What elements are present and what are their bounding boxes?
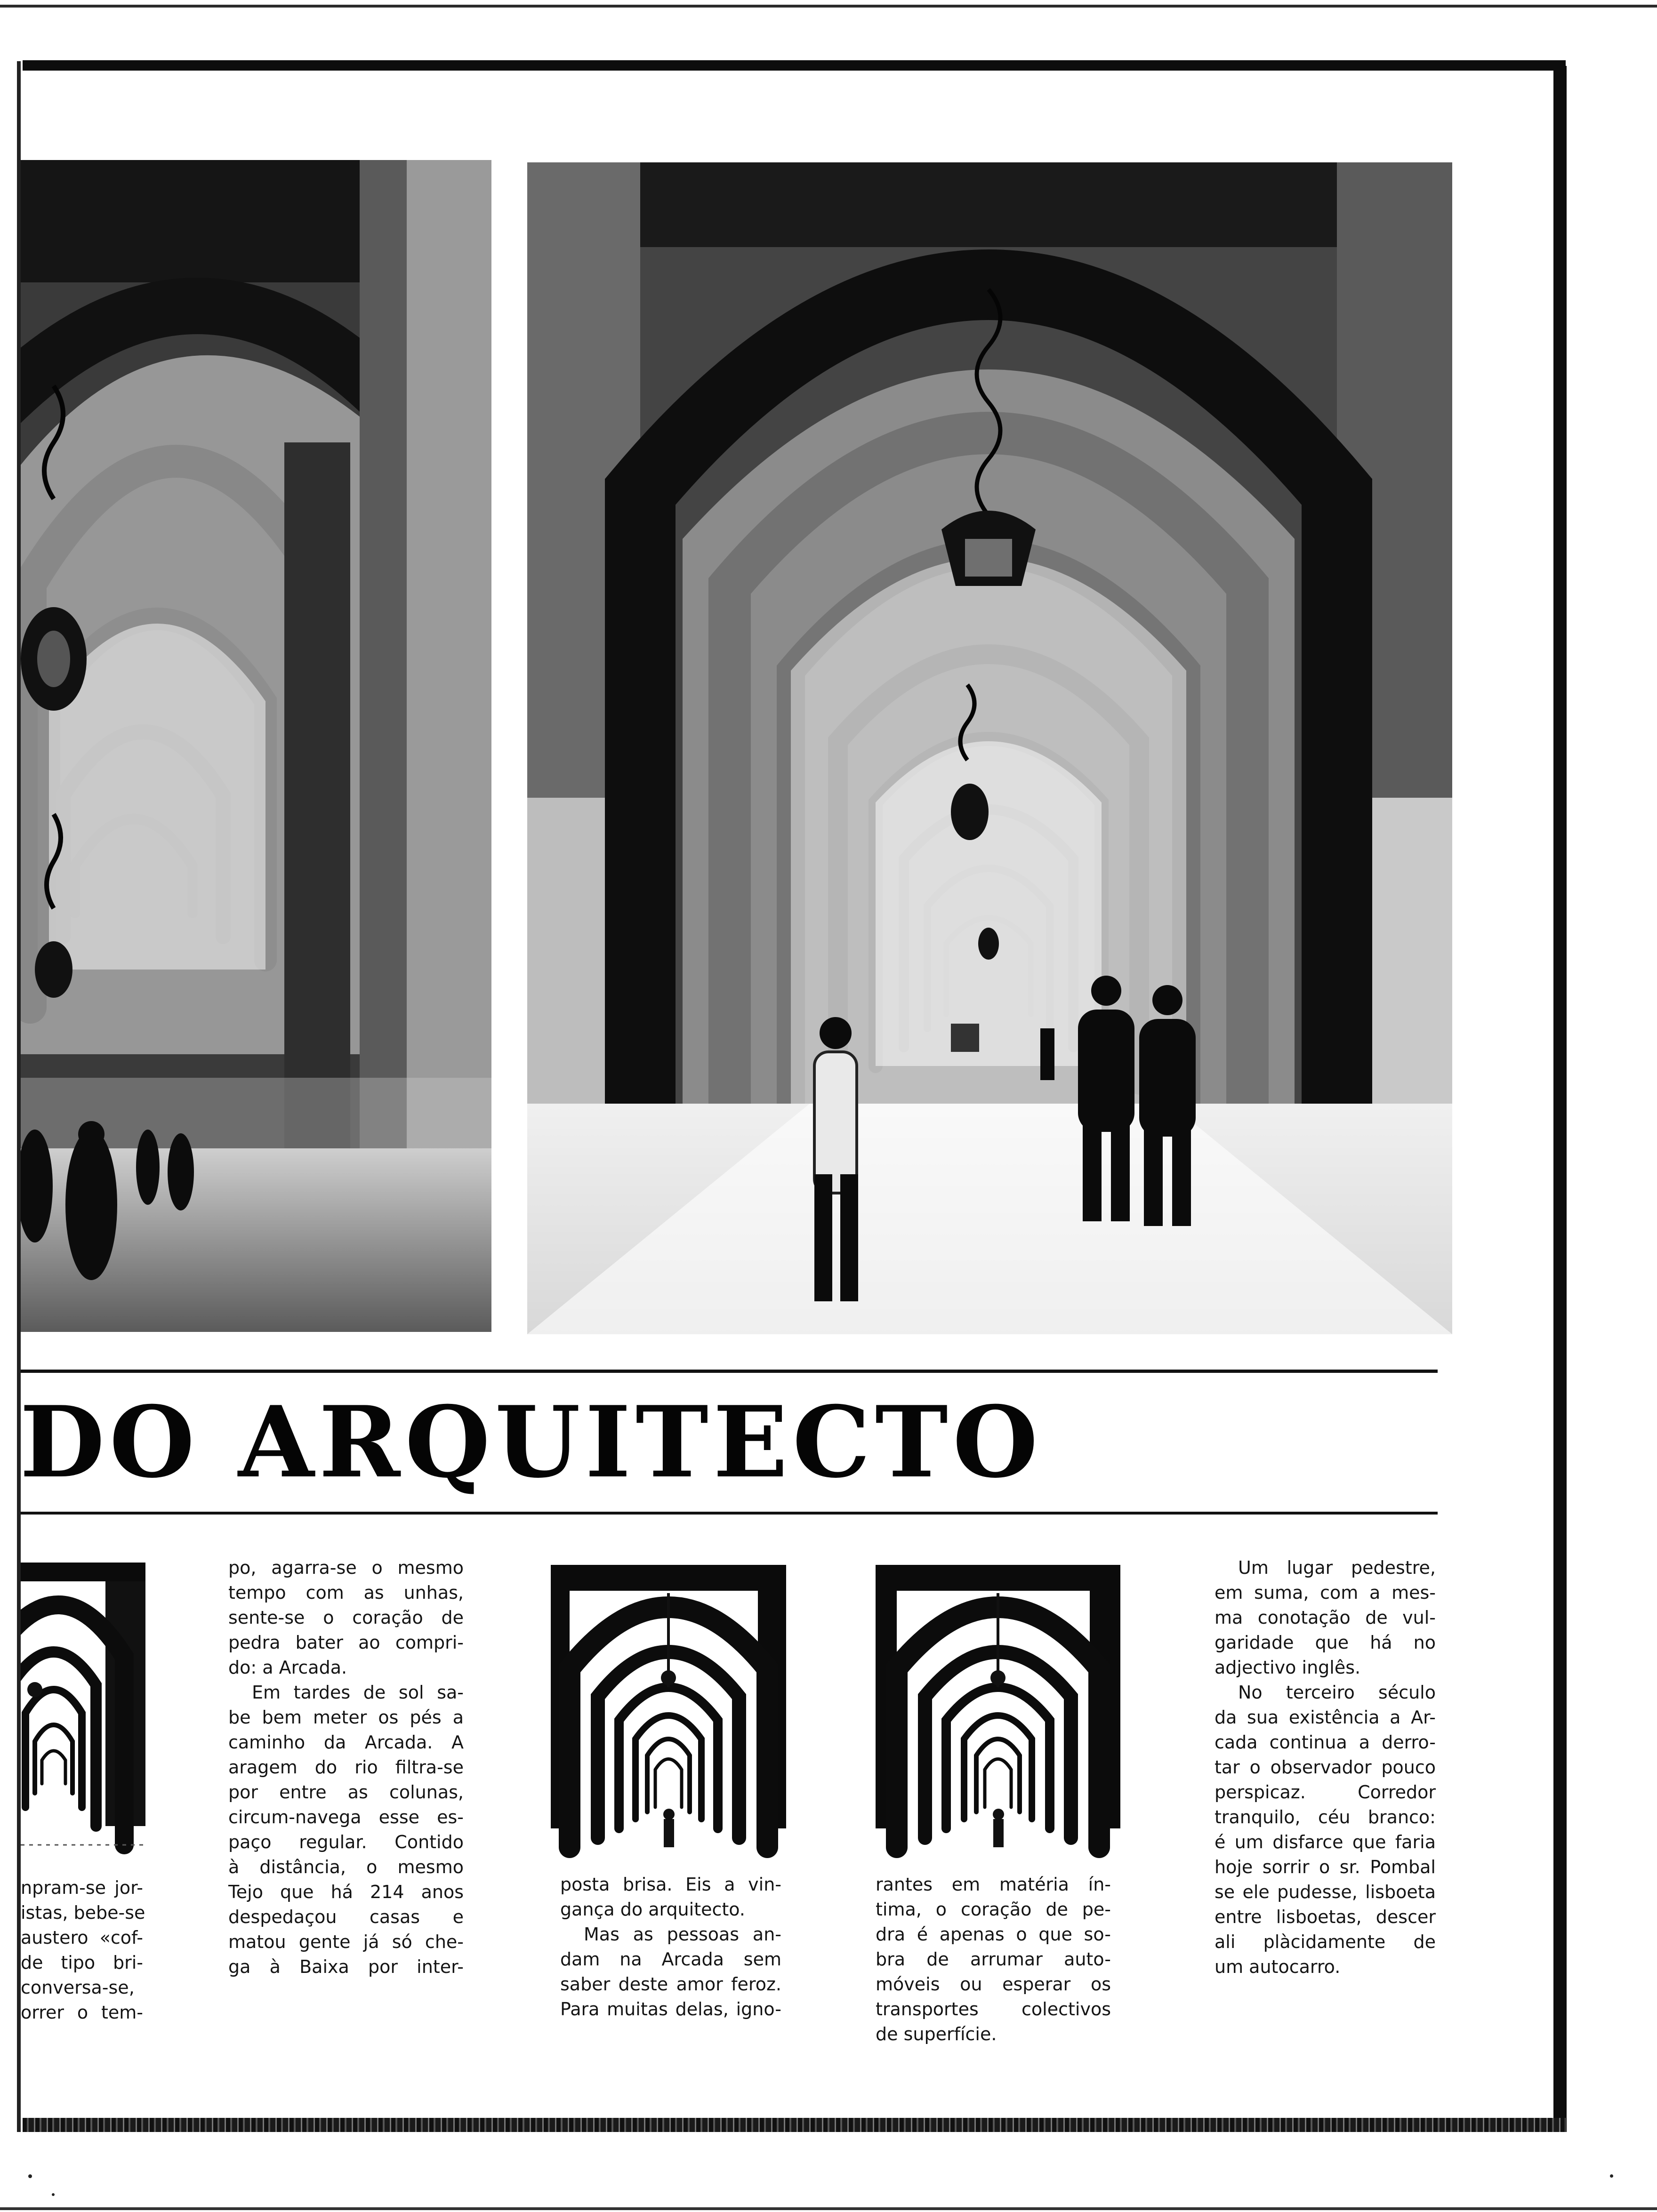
page-edge-bottom: [0, 2207, 1657, 2210]
text-line: tempo com as unhas,: [228, 1582, 464, 1603]
text-column-5: [1215, 1555, 1436, 1980]
headline-rule-bottom: [21, 1512, 1438, 1515]
text-line: Para muitas delas, igno-: [560, 1999, 781, 2020]
text-line: é um disfarce que faria: [1215, 1832, 1436, 1852]
arcade-corridor-photo-icon: [527, 162, 1452, 1334]
text-line: ali plàcidamente de: [1215, 1931, 1436, 1952]
text-line: móveis ou esperar os: [876, 1974, 1111, 1995]
arcade-corridor-thumbnail-icon: [551, 1565, 786, 1866]
text-line: dra é apenas o que so-: [876, 1924, 1111, 1945]
text-line: ma conotação de vul-: [1215, 1607, 1436, 1628]
text-line: despedaçou casas e: [228, 1907, 464, 1927]
text-line: da sua existência a Ar-: [1215, 1707, 1436, 1728]
arcade-corridor-thumbnail-icon: [876, 1565, 1120, 1866]
text-line: Um lugar pedestre,: [1238, 1557, 1436, 1578]
text-line: conversa-se,: [21, 1977, 135, 1998]
text-line: No terceiro século: [1238, 1682, 1436, 1703]
arcade-thumbnail-3: [876, 1565, 1120, 1866]
text-line: por entre as colunas,: [228, 1782, 464, 1803]
text-line: posta brisa. Eis a vin-: [560, 1874, 781, 1895]
text-line: matou gente já só che-: [228, 1931, 464, 1952]
text-line: tima, o coração de pe-: [876, 1899, 1111, 1920]
text-line: aragem do rio filtra-se: [228, 1757, 464, 1778]
page-edge-top: [0, 5, 1657, 8]
arcade-corridor-thumbnail-icon: [21, 1563, 145, 1873]
text-line: cada continua a derro-: [1215, 1732, 1436, 1753]
text-line: paço regular. Contido: [228, 1832, 464, 1852]
text-line: dam na Arcada sem: [560, 1949, 781, 1970]
text-line: Mas as pessoas an-: [584, 1924, 781, 1945]
text-column-4: [876, 1872, 1111, 2047]
text-line: se ele pudesse, lisboeta: [1215, 1882, 1436, 1902]
frame-border-top: [23, 60, 1566, 71]
frame-left: [17, 61, 21, 2132]
text-line: po, agarra-se o mesmo: [228, 1557, 464, 1578]
text-line: tar o observador pouco: [1215, 1757, 1436, 1778]
text-line: rantes em matéria ín-: [876, 1874, 1111, 1895]
text-column-3: [560, 1872, 781, 2022]
text-line: de superfície.: [876, 2024, 997, 2044]
text-line: orrer o tem-: [21, 2002, 143, 2023]
text-line: garidade que há no: [1215, 1632, 1436, 1653]
text-line: be bem meter os pés a: [228, 1707, 464, 1728]
text-line: austero «cof-: [21, 1927, 143, 1948]
text-line: Tejo que há 214 anos: [228, 1882, 464, 1902]
text-line: transportes colectivos: [876, 1999, 1111, 2020]
text-line: em suma, com a mes-: [1215, 1582, 1436, 1603]
print-speck: [1610, 2174, 1613, 2178]
text-line: npram-se jor-: [21, 1877, 143, 1898]
text-line: bra de arrumar auto-: [876, 1949, 1111, 1970]
text-column-1: [21, 1875, 143, 2025]
print-speck: [28, 2174, 32, 2178]
text-line: hoje sorrir o sr. Pombal: [1215, 1857, 1436, 1877]
frame-border-right: [1553, 66, 1567, 2132]
arcade-corridor-photo-left: [21, 160, 491, 1332]
frame-border-bottom: [23, 2118, 1566, 2132]
arcade-corridor-photo-icon: [21, 160, 491, 1332]
text-line: circum-navega esse es-: [228, 1807, 464, 1827]
text-line: adjectivo inglês.: [1215, 1657, 1361, 1678]
arcade-thumbnail-1: [21, 1563, 145, 1873]
text-line: saber deste amor feroz.: [560, 1974, 781, 1995]
text-line: ga à Baixa por inter-: [228, 1956, 464, 1977]
text-line: à distância, o mesmo: [228, 1857, 464, 1877]
text-column-2: [228, 1555, 464, 1980]
arcade-thumbnail-2: [551, 1565, 786, 1866]
print-speck: [52, 2193, 55, 2196]
headline-rule-top: [21, 1370, 1438, 1373]
text-line: entre lisboetas, descer: [1215, 1907, 1436, 1927]
text-line: sente-se o coração de: [228, 1607, 464, 1628]
arcade-corridor-photo-right: [527, 162, 1452, 1334]
headline: DO ARQUITECTO: [20, 1385, 1043, 1500]
text-line: gança do arquitecto.: [560, 1899, 745, 1920]
text-line: istas, bebe-se: [21, 1902, 145, 1923]
text-line: um autocarro.: [1215, 1956, 1341, 1977]
text-line: perspicaz. Corredor: [1215, 1782, 1436, 1803]
text-line: do: a Arcada.: [228, 1657, 347, 1678]
text-line: Em tardes de sol sa-: [252, 1682, 464, 1703]
text-line: caminho da Arcada. A: [228, 1732, 464, 1753]
text-line: de tipo bri-: [21, 1952, 143, 1973]
text-line: pedra bater ao compri-: [228, 1632, 464, 1653]
text-line: tranquilo, céu branco:: [1215, 1807, 1436, 1827]
